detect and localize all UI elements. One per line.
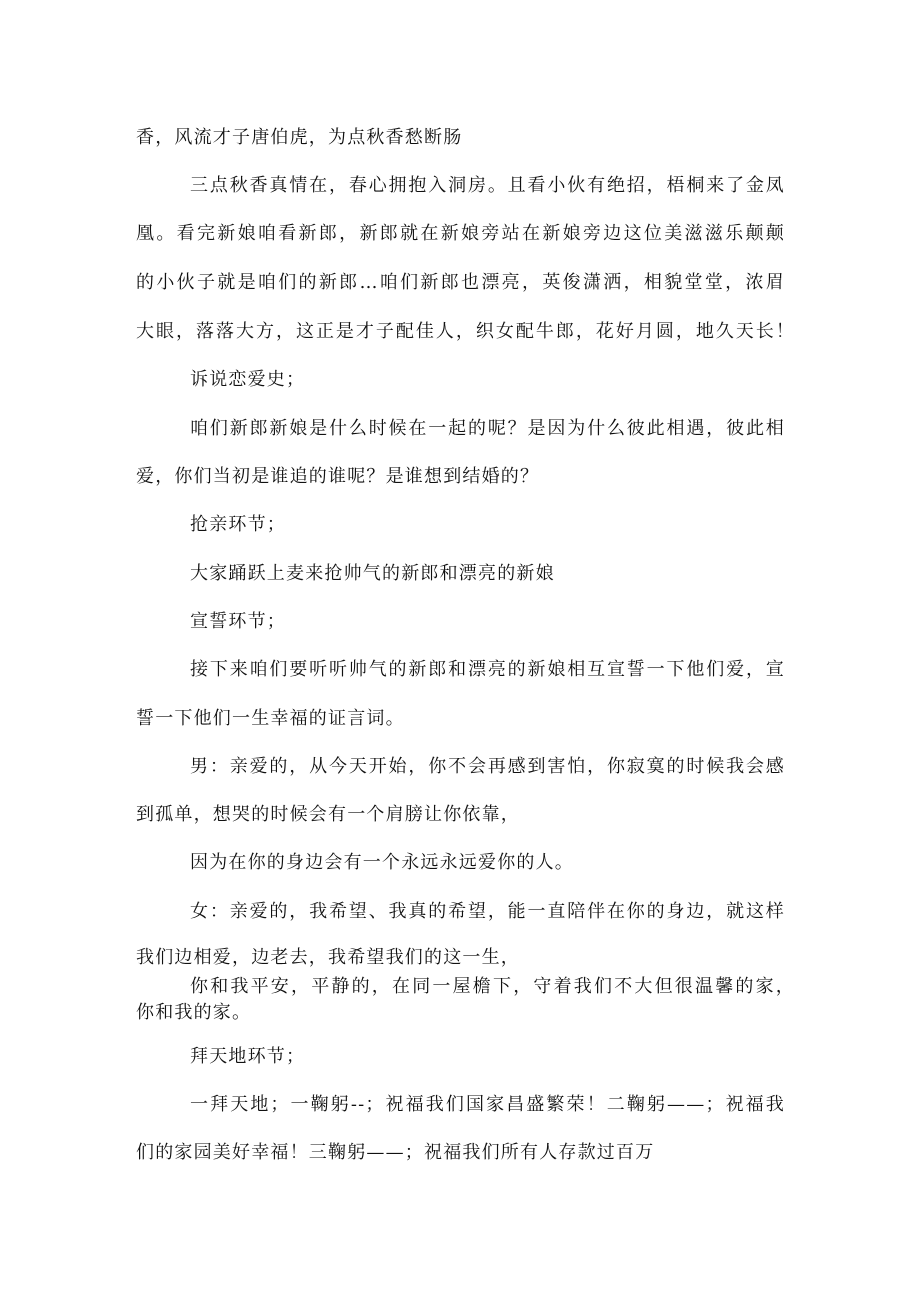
text-line: 一拜天地；一鞠躬--；祝福我们国家昌盛繁荣！二鞠躬——；祝福我 <box>190 1094 785 1115</box>
text-line: 三点秋香真情在，春心拥抱入洞房。且看小伙有绝招，梧桐来了金凤 <box>190 175 785 196</box>
text-line: 大眼，落落大方，这正是才子配佳人，织女配牛郎，花好月圆，地久天长！ <box>136 321 795 342</box>
text-line: 到孤单，想哭的时候会有一个肩膀让你依靠， <box>136 804 520 825</box>
text-line: 因为在你的身边会有一个永远永远爱你的人。 <box>190 852 574 873</box>
text-line: 的小伙子就是咱们的新郎…咱们新郎也漂亮，英俊潇洒，相貌堂堂，浓眉 <box>136 272 785 293</box>
text-line: 誓一下他们一生幸福的证言词。 <box>136 708 405 729</box>
text-line: 香，风流才子唐伯虎，为点秋香愁断肠 <box>136 127 463 148</box>
text-line: 接下来咱们要听听帅气的新郎和漂亮的新娘相互宣誓一下他们爱，宣 <box>190 659 785 680</box>
text-line: 们的家园美好幸福！三鞠躬——；祝福我们所有人存款过百万 <box>136 1142 655 1163</box>
section-heading: 拜天地环节； <box>190 1046 306 1067</box>
section-heading: 抢亲环节； <box>190 514 286 535</box>
text-line: 女：亲爱的，我希望、我真的希望，能一直陪伴在你的身边，就这样 <box>190 901 785 922</box>
section-heading: 诉说恋爱史； <box>190 369 306 390</box>
text-line: 凰。看完新娘咱看新郎，新郎就在新娘旁站在新娘旁边这位美滋滋乐颠颠 <box>136 223 785 244</box>
text-line: 大家踊跃上麦来抢帅气的新郎和漂亮的新娘 <box>190 563 555 584</box>
text-line: 你和我平安，平静的，在同一屋檐下，守着我们不大但很温馨的家， <box>190 976 795 997</box>
text-line: 咱们新郎新娘是什么时候在一起的呢？是因为什么彼此相遇，彼此相 <box>190 418 785 439</box>
text-line: 爱，你们当初是谁追的谁呢？是谁想到结婚的？ <box>136 466 540 487</box>
section-heading: 宣誓环节； <box>190 611 286 632</box>
text-line: 男：亲爱的，从今天开始，你不会再感到害怕，你寂寞的时候我会感 <box>190 756 785 777</box>
text-line: 你和我的家。 <box>136 1002 252 1023</box>
text-line: 我们边相爱，边老去，我希望我们的这一生， <box>136 947 520 968</box>
